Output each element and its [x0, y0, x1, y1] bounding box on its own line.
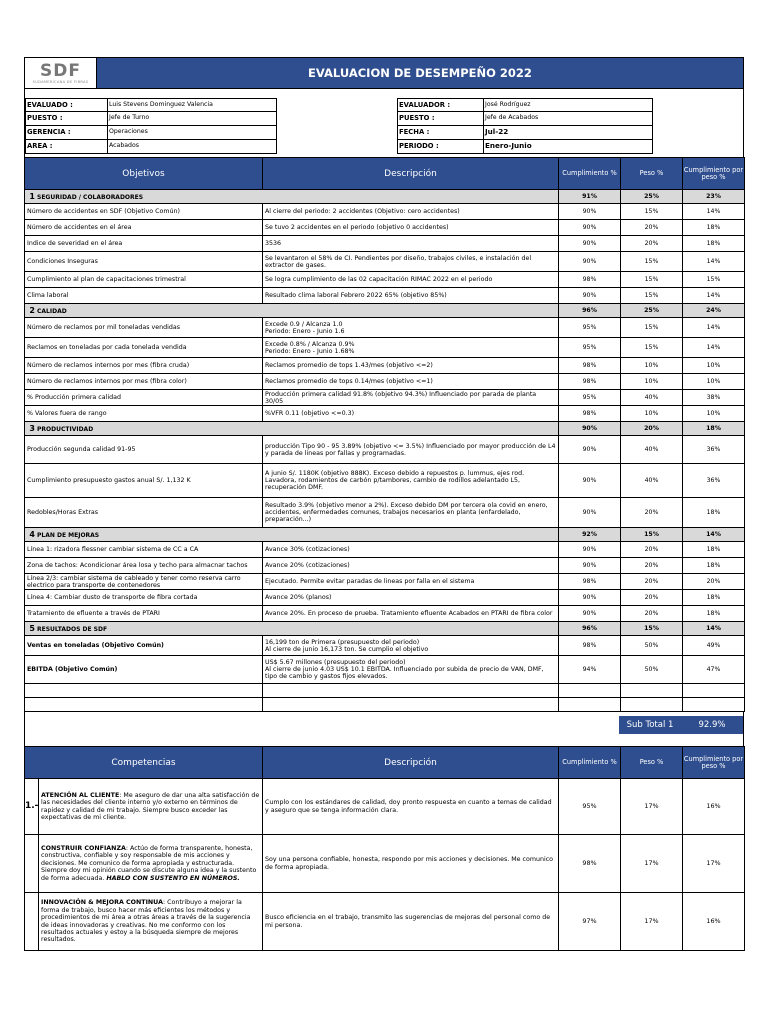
- objective-description: 3536: [263, 236, 559, 252]
- header-descripcion: Descripción: [263, 158, 559, 190]
- competency-row: [25, 835, 745, 893]
- objective-row: [25, 204, 745, 220]
- category-name: [25, 422, 559, 436]
- blank-cell: [559, 698, 621, 712]
- info-value: Enero-Junio: [483, 140, 653, 154]
- objective-name: Cumplimiento al plan de capacitaciones trimestral: [25, 272, 263, 288]
- competency-emphasis: HABLO CON SUSTENTO EN NÚMEROS.: [106, 874, 240, 882]
- objective-peso: 15%: [621, 272, 683, 288]
- objective-peso: 20%: [621, 498, 683, 528]
- objective-row: [25, 236, 745, 252]
- category-number: 4: [29, 529, 35, 539]
- category-name: [25, 304, 559, 318]
- objective-description: Avance 20% (cotizaciones): [263, 558, 559, 574]
- competencies-header-row: [25, 747, 745, 779]
- competency-row: [25, 779, 745, 835]
- competency-peso: 17%: [621, 779, 683, 835]
- info-label: PUESTO :: [397, 112, 483, 126]
- objective-description: Avance 20%. En proceso de prueba. Tratamiento efluente Acabados en PTARI de fibra color: [263, 606, 559, 622]
- objective-peso: 40%: [621, 390, 683, 406]
- competency-definition: : Contribuyo a mejorar la forma de trabajo, busco hacer más eficientes los métodos y procedimientos de mi área a otras áreas a través de la sugerencia de ideas innovadoras y creativas. No me conformo con los resultados actuales y estoy a la búsqueda siempre de mejores resultados.: [41, 899, 251, 944]
- objective-row: [25, 252, 745, 272]
- category-por-peso: 14%: [683, 528, 745, 542]
- category-label: CALIDAD: [37, 307, 67, 315]
- competency-cumplimiento: 95%: [559, 779, 621, 835]
- objective-name: % Producción primera calidad: [25, 390, 263, 406]
- header-descripcion: Descripción: [263, 747, 559, 779]
- category-number: 1: [29, 191, 35, 201]
- competency-title: INNOVACIÓN & MEJORA CONTINUA: [41, 899, 163, 907]
- header-cumplimiento: Cumplimiento %: [559, 158, 621, 190]
- info-value: Jefe de Acabados: [483, 112, 653, 126]
- objective-name: Ventas en toneladas (Objetivo Común): [25, 636, 263, 656]
- objective-row: [25, 220, 745, 236]
- info-label: EVALUADOR :: [397, 98, 483, 112]
- objective-peso: 20%: [621, 236, 683, 252]
- objective-por-peso: 18%: [683, 236, 745, 252]
- info-label: AREA :: [25, 140, 107, 154]
- category-por-peso: 24%: [683, 304, 745, 318]
- subtotal-value: 92.9%: [698, 720, 726, 730]
- competency-peso: 17%: [621, 835, 683, 893]
- objective-peso: 50%: [621, 636, 683, 656]
- category-por-peso: 18%: [683, 422, 745, 436]
- objective-row: [25, 374, 745, 390]
- info-label: PERIODO :: [397, 140, 483, 154]
- objective-cumplimiento: 94%: [559, 656, 621, 684]
- competency-definition: : Me aseguro de dar una alta satisfacción de las necesidades del cliente interno y/o externo en términos de rapidez y calidad de mi trabajo. Siempre busco exceder las expectativas de mi cliente.: [41, 791, 260, 821]
- objective-cumplimiento: 90%: [559, 288, 621, 304]
- objective-por-peso: 20%: [683, 574, 745, 590]
- objective-name: EBITDA (Objetivo Común): [25, 656, 263, 684]
- objective-name: Redobles/Horas Extras: [25, 498, 263, 528]
- category-row: [25, 622, 745, 636]
- objective-row: [25, 390, 745, 406]
- category-number: 5: [29, 623, 35, 633]
- logo-subtitle: SUDAMERICANA DE FIBRAS: [32, 79, 89, 84]
- objectives-header-row: [25, 158, 745, 190]
- objective-por-peso: 10%: [683, 406, 745, 422]
- info-row-periodo: [397, 140, 653, 154]
- objectives-table: [24, 157, 745, 712]
- objective-por-peso: 18%: [683, 606, 745, 622]
- objective-description: Excede 0.8% / Alcanza 0.9% Periodo: Enero - Junio 1.68%: [263, 338, 559, 358]
- objective-row: [25, 590, 745, 606]
- objective-por-peso: 14%: [683, 338, 745, 358]
- objective-name: Zona de tachos: Acondicionar área losa y techo para almacnar tachos: [25, 558, 263, 574]
- objective-peso: 15%: [621, 204, 683, 220]
- objective-name: Número de reclamos internos por mes (fibra color): [25, 374, 263, 390]
- objective-peso: 15%: [621, 318, 683, 338]
- category-label: PRODUCTIVIDAD: [37, 425, 94, 433]
- objective-row: [25, 636, 745, 656]
- objective-cumplimiento: 90%: [559, 558, 621, 574]
- category-number: 2: [29, 305, 35, 315]
- objective-peso: 50%: [621, 656, 683, 684]
- category-name: [25, 528, 559, 542]
- objective-peso: 20%: [621, 590, 683, 606]
- objective-row: [25, 406, 745, 422]
- objective-por-peso: 18%: [683, 590, 745, 606]
- info-value: Jul-22: [483, 126, 653, 140]
- objective-cumplimiento: 90%: [559, 542, 621, 558]
- objective-name: % Valores fuera de rango: [25, 406, 263, 422]
- objective-cumplimiento: 98%: [559, 272, 621, 288]
- category-por-peso: 14%: [683, 622, 745, 636]
- objective-cumplimiento: 90%: [559, 220, 621, 236]
- category-name: [25, 190, 559, 204]
- objective-row: [25, 542, 745, 558]
- spacer: [24, 89, 744, 97]
- objective-por-peso: 18%: [683, 220, 745, 236]
- objective-description: US$ 5.67 millones (presupuesto del periodo) Al cierre de junio 4.03 US$ 10.1 EBITDA. Influenciado por subida de precio de VAN, DMF, tipo de cambio y gastos fijos elevados.: [263, 656, 559, 684]
- blank-cell: [683, 698, 745, 712]
- objective-description: A junio S/. 1180K (objetivo 888K). Exceso debido a repuestos p. lummus, ejes rod. Lavadora, rodamientos de carbón p/tambores, cambio de rodillos adelantado L5, recuperación DMF.: [263, 464, 559, 498]
- competency-cumplimiento: 97%: [559, 893, 621, 951]
- objective-name: Tratamiento de efluente a través de PTARI: [25, 606, 263, 622]
- objective-cumplimiento: 90%: [559, 464, 621, 498]
- info-label: EVALUADO :: [25, 98, 107, 112]
- objective-cumplimiento: 98%: [559, 374, 621, 390]
- objective-peso: 10%: [621, 374, 683, 390]
- competency-text: [39, 893, 263, 951]
- blank-cell: [621, 684, 683, 698]
- objective-peso: 15%: [621, 252, 683, 272]
- objective-peso: 15%: [621, 288, 683, 304]
- category-number: 3: [29, 423, 35, 433]
- objective-description: Resultado clima laboral Febrero 2022 65% (objetivo 85%): [263, 288, 559, 304]
- objective-row: [25, 358, 745, 374]
- objective-name: Reclamos en toneladas por cada tonelada vendida: [25, 338, 263, 358]
- objective-peso: 20%: [621, 574, 683, 590]
- objective-por-peso: 49%: [683, 636, 745, 656]
- objective-row: [25, 338, 745, 358]
- category-peso: 25%: [621, 304, 683, 318]
- objective-por-peso: 36%: [683, 436, 745, 464]
- objective-row: [25, 464, 745, 498]
- objective-description: Resultado 3.9% (objetivo menor a 2%). Exceso debido DM por tercera ola covid en enero, accidentes, enfermedades comunes, trabajos necesarios en planta (enfardelado, preparación...): [263, 498, 559, 528]
- info-value: Jefe de Turno: [107, 112, 277, 126]
- objective-description: Al cierre del periodo: 2 accidentes (Objetivo: cero accidentes): [263, 204, 559, 220]
- company-logo: [25, 58, 97, 88]
- competencies-table: [24, 746, 745, 951]
- objective-por-peso: 10%: [683, 374, 745, 390]
- category-peso: 25%: [621, 190, 683, 204]
- category-peso: 20%: [621, 422, 683, 436]
- objective-por-peso: 14%: [683, 204, 745, 220]
- objective-cumplimiento: 95%: [559, 338, 621, 358]
- info-row-evaluado: [25, 98, 277, 112]
- objective-por-peso: 18%: [683, 542, 745, 558]
- objective-description: Avance 30% (cotizaciones): [263, 542, 559, 558]
- objective-description: Reclamos promedio de tops 1.43/mes (objetivo <=2): [263, 358, 559, 374]
- objective-row: [25, 272, 745, 288]
- objective-description: 16,199 ton de Primera (presupuesto del periodo) Al cierre de junio 16,173 ton. Se cumplio el objetivo: [263, 636, 559, 656]
- sheet-header: [24, 57, 744, 89]
- objective-por-peso: 18%: [683, 498, 745, 528]
- objective-por-peso: 14%: [683, 288, 745, 304]
- competency-title: CONSTRUIR CONFIANZA: [41, 844, 126, 852]
- category-name: [25, 622, 559, 636]
- info-row-gerencia: [25, 126, 277, 140]
- spacer: [24, 738, 744, 746]
- objective-description: Avance 20% (planos): [263, 590, 559, 606]
- competency-description: Cumplo con los estándares de calidad, doy pronto respuesta en cuanto a temas de calidad y aseguro que se tenga información clara.: [263, 779, 559, 835]
- competency-number: [25, 835, 39, 893]
- objective-row: [25, 574, 745, 590]
- objective-name: Número de accidentes en SDF (Objetivo Común): [25, 204, 263, 220]
- competency-title: ATENCIÓN AL CLIENTE: [41, 791, 120, 799]
- blank-cell: [25, 684, 263, 698]
- competency-description: Busco eficiencia en el trabajo, transmito las sugerencias de mejoras del personal como de mi persona.: [263, 893, 559, 951]
- category-row: [25, 422, 745, 436]
- info-row-area: [25, 140, 277, 154]
- info-row-evaluador: [397, 98, 653, 112]
- objective-cumplimiento: 98%: [559, 406, 621, 422]
- competency-cumplimiento: 98%: [559, 835, 621, 893]
- header-objetivos: Objetivos: [25, 158, 263, 190]
- objective-description: producción Tipo 90 - 95 3.89% (objetivo <= 3.5%) Influenciado por mayor producción de L4 y parada de lineas por fallas y programadas.: [263, 436, 559, 464]
- header-cumplimiento: Cumplimiento %: [559, 747, 621, 779]
- blank-cell: [621, 698, 683, 712]
- info-value: Operaciones: [107, 126, 277, 140]
- objective-cumplimiento: 98%: [559, 574, 621, 590]
- objective-row: [25, 558, 745, 574]
- category-label: SEGURIDAD / COLABORADORES: [37, 193, 144, 201]
- objective-peso: 20%: [621, 542, 683, 558]
- blank-cell: [559, 684, 621, 698]
- subtotal-label: Sub Total 1: [626, 720, 674, 730]
- category-row: [25, 528, 745, 542]
- objective-cumplimiento: 98%: [559, 636, 621, 656]
- blank-cell: [683, 684, 745, 698]
- header-cumplimiento-por-peso: Cumplimiento por peso %: [683, 747, 745, 779]
- category-label: RESULTADOS DE SDF: [37, 625, 108, 633]
- objective-por-peso: 14%: [683, 318, 745, 338]
- category-label: PLAN DE MEJORAS: [37, 531, 100, 539]
- category-row: [25, 304, 745, 318]
- competency-peso: 17%: [621, 893, 683, 951]
- objective-cumplimiento: 90%: [559, 252, 621, 272]
- objective-name: Producción segunda calidad 91-95: [25, 436, 263, 464]
- competency-number: 1.-: [25, 779, 39, 835]
- objective-name: Indice de severidad en el área: [25, 236, 263, 252]
- info-value: Luis Stevens Dominguez Valencia: [107, 98, 277, 112]
- objective-name: Número de accidentes en el área: [25, 220, 263, 236]
- objective-name: Línea 4: Cambiar dusto de transporte de fibra cortada: [25, 590, 263, 606]
- header-competencias: Competencias: [25, 747, 263, 779]
- category-cumplimiento: 96%: [559, 304, 621, 318]
- objective-por-peso: 18%: [683, 558, 745, 574]
- competency-por-peso: 16%: [683, 779, 745, 835]
- objective-cumplimiento: 90%: [559, 498, 621, 528]
- objective-description: Producción primera calidad 91.8% (objetivo 94.3%) Influenciado por parada de planta 30/05: [263, 390, 559, 406]
- category-cumplimiento: 92%: [559, 528, 621, 542]
- objective-row: [25, 436, 745, 464]
- objective-por-peso: 38%: [683, 390, 745, 406]
- category-por-peso: 23%: [683, 190, 745, 204]
- objective-peso: 20%: [621, 220, 683, 236]
- subtotal-row: [24, 712, 744, 738]
- objective-cumplimiento: 90%: [559, 236, 621, 252]
- objective-name: Línea 1: rizadora flessner cambiar sistema de CC a CA: [25, 542, 263, 558]
- objective-peso: 40%: [621, 436, 683, 464]
- evaluator-info: [397, 98, 653, 154]
- competency-description: Soy una persona confiable, honesta, respondo por mis acciones y decisiones. Me comunico de forma apropiada.: [263, 835, 559, 893]
- objective-description: Excede 0.9 / Alcanza 1.0 Periodo: Enero - Junio 1.6: [263, 318, 559, 338]
- objective-description: Se levantaron el 58% de CI. Pendientes por diseño, trabajos civiles, e instalación del extractor de gases.: [263, 252, 559, 272]
- blank-row: [25, 698, 745, 712]
- objective-description: Se tuvo 2 accidentes en el periodo (objetivo 0 accidentes): [263, 220, 559, 236]
- objective-por-peso: 47%: [683, 656, 745, 684]
- objective-cumplimiento: 90%: [559, 606, 621, 622]
- objective-row: [25, 656, 745, 684]
- blank-cell: [263, 684, 559, 698]
- competency-definition: : Actúo de forma transparente, honesta, constructiva, confiable y soy responsable de mis acciones y decisiones. Me comunico de forma apropiada y estructurada. Siempre doy mi opinión cuando se discute alguna idea y la sustento de forma adecuada.: [41, 844, 257, 882]
- objective-cumplimiento: 95%: [559, 390, 621, 406]
- category-cumplimiento: 96%: [559, 622, 621, 636]
- objective-description: %VFR 0.11 (objetivo <=0.3): [263, 406, 559, 422]
- objective-peso: 40%: [621, 464, 683, 498]
- objective-peso: 20%: [621, 558, 683, 574]
- category-row: [25, 190, 745, 204]
- objective-cumplimiento: 90%: [559, 204, 621, 220]
- objective-name: Clima laboral: [25, 288, 263, 304]
- objective-cumplimiento: 98%: [559, 358, 621, 374]
- objective-peso: 20%: [621, 606, 683, 622]
- info-label: GERENCIA :: [25, 126, 107, 140]
- competency-por-peso: 17%: [683, 835, 745, 893]
- objective-description: Ejecutado. Permite evitar paradas de lineas por falla en el sistema: [263, 574, 559, 590]
- objective-cumplimiento: 95%: [559, 318, 621, 338]
- subtotal-box: [619, 716, 743, 734]
- competency-por-peso: 16%: [683, 893, 745, 951]
- objective-row: [25, 498, 745, 528]
- blank-row: [25, 684, 745, 698]
- competency-number: [25, 893, 39, 951]
- info-value: Acabados: [107, 140, 277, 154]
- info-row-puesto-evaluador: [397, 112, 653, 126]
- objective-row: [25, 318, 745, 338]
- blank-cell: [263, 698, 559, 712]
- objective-cumplimiento: 90%: [559, 590, 621, 606]
- competency-text: [39, 835, 263, 893]
- evaluation-info: [24, 97, 744, 157]
- page-title: EVALUACION DE DESEMPEÑO 2022: [97, 58, 743, 88]
- header-peso: Peso %: [621, 747, 683, 779]
- blank-cell: [25, 698, 263, 712]
- logo-mark: SDF: [40, 60, 81, 81]
- objective-name: Número de reclamos internos por mes (fibra cruda): [25, 358, 263, 374]
- objective-peso: 10%: [621, 358, 683, 374]
- category-peso: 15%: [621, 622, 683, 636]
- objective-name: Condiciones Inseguras: [25, 252, 263, 272]
- info-value: José Rodríguez: [483, 98, 653, 112]
- objective-name: Cumplimiento presupuesto gastos anual S/. 1,132 K: [25, 464, 263, 498]
- objective-description: Se logra cumplimiento de las 02 capacitación RIMAC 2022 en el periodo: [263, 272, 559, 288]
- category-peso: 15%: [621, 528, 683, 542]
- info-row-puesto: [25, 112, 277, 126]
- info-label: PUESTO :: [25, 112, 107, 126]
- evaluee-info: [25, 98, 277, 154]
- objective-description: Reclamos promedio de tops 0.14/mes (objetivo <=1): [263, 374, 559, 390]
- info-row-fecha: [397, 126, 653, 140]
- objective-name: Línea 2/3: cambiar sistema de cableado y tener como reserva carro electrico para transporte de contenedores: [25, 574, 263, 590]
- objective-name: Número de reclamos por mil toneladas vendidas: [25, 318, 263, 338]
- objective-row: [25, 606, 745, 622]
- category-cumplimiento: 90%: [559, 422, 621, 436]
- objective-por-peso: 10%: [683, 358, 745, 374]
- info-label: FECHA :: [397, 126, 483, 140]
- header-peso: Peso %: [621, 158, 683, 190]
- evaluation-sheet: [24, 57, 744, 951]
- objective-row: [25, 288, 745, 304]
- category-cumplimiento: 91%: [559, 190, 621, 204]
- competency-row: [25, 893, 745, 951]
- objective-por-peso: 14%: [683, 252, 745, 272]
- objective-peso: 15%: [621, 338, 683, 358]
- objective-peso: 10%: [621, 406, 683, 422]
- header-cumplimiento-por-peso: Cumplimiento por peso %: [683, 158, 745, 190]
- objective-por-peso: 15%: [683, 272, 745, 288]
- objective-cumplimiento: 90%: [559, 436, 621, 464]
- objective-por-peso: 36%: [683, 464, 745, 498]
- competency-text: [39, 779, 263, 835]
